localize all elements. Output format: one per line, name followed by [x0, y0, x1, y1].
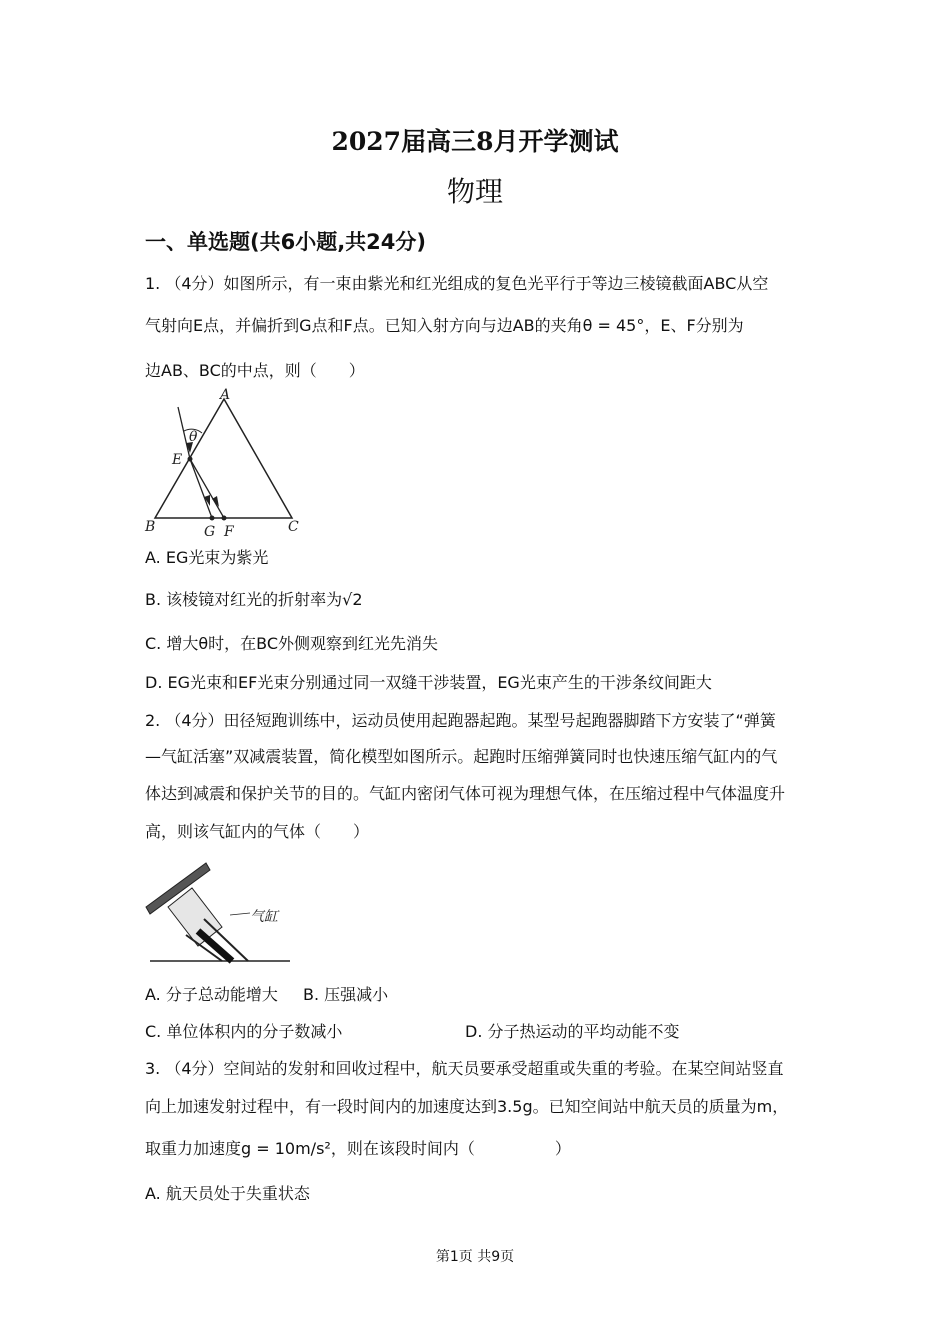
q2-option-c: C. 单位体积内的分子数减小 [145, 1022, 343, 1041]
label-e: E [172, 452, 183, 468]
exam-title: 2027届高三8月开学测试 [331, 127, 619, 156]
label-leader [230, 913, 250, 915]
q1-stem-line-3: 边AB、BC的中点，则（ ） [145, 361, 365, 380]
page-footer: 第1页 共9页 [435, 1249, 515, 1265]
q3-stem-line-1: 3. （4分）空间站的发射和回收过程中，航天员要承受超重或失重的考验。在某空间站竖直 [145, 1059, 784, 1078]
q2-stem-line-3: 体达到减震和保护关节的目的。气缸内密闭气体可视为理想气体，在压缩过程中气体温度升 [145, 784, 786, 803]
q2-option-a: A. 分子总动能增大 [145, 985, 278, 1004]
q2-stem-line-2: —气缸活塞”双减震装置，简化模型如图所示。起跑时压缩弹簧同时也快速压缩气缸内的气 [145, 747, 778, 766]
subject-title: 物理 [446, 175, 503, 208]
prism-figure [140, 385, 310, 545]
ray-ef-arrow [212, 496, 219, 507]
q3-stem-line-3: 取重力加速度g = 10m/s²，则在该段时间内（ ） [145, 1139, 571, 1158]
label-c: C [288, 519, 299, 535]
point-e [188, 457, 193, 462]
q3-option-a: A. 航天员处于失重状态 [145, 1184, 310, 1203]
q2-stem-line-4: 高，则该气缸内的气体（ ） [145, 822, 370, 841]
q2-option-b: B. 压强减小 [303, 985, 389, 1004]
label-b: B [145, 519, 156, 535]
label-a: A [220, 387, 231, 403]
cylinder-figure [140, 855, 300, 970]
label-f: F [224, 524, 234, 540]
point-f [222, 516, 227, 521]
ray-ef [190, 459, 224, 518]
q1-stem-line-1: 1. （4分）如图所示，有一束由紫光和红光组成的复色光平行于等边三棱镜截面ABC从空 [145, 274, 769, 293]
cylinder-label: 气缸 [250, 909, 278, 925]
q2-option-d: D. 分子热运动的平均动能不变 [465, 1022, 680, 1041]
ray-eg [190, 459, 212, 518]
q1-option-d: D. EG光束和EF光束分别通过同一双缝干涉装置，EG光束产生的干涉条纹间距大 [145, 673, 712, 692]
q2-stem-line-1: 2. （4分）田径短跑训练中，运动员使用起跑器起跑。某型号起跑器脚踏下方安装了“弹簧 [145, 711, 776, 730]
point-g [210, 516, 215, 521]
piston-block [168, 888, 222, 946]
q1-option-b: B. 该棱镜对红光的折射率为√2 [145, 590, 363, 609]
label-theta: θ [189, 429, 198, 445]
q1-stem-line-2: 气射向E点，并偏折到G点和F点。已知入射方向与边AB的夹角θ = 45°，E、F分别为 [145, 316, 744, 335]
label-g: G [204, 524, 216, 540]
q1-option-a: A. EG光束为紫光 [145, 548, 269, 567]
q1-option-c: C. 增大θ时，在BC外侧观察到红光先消失 [145, 634, 439, 653]
q3-stem-line-2: 向上加速发射过程中，有一段时间内的加速度达到3.5g。已知空间站中航天员的质量为m， [145, 1097, 789, 1116]
section-heading: 一、单选题(共6小题,共24分) [145, 230, 427, 254]
